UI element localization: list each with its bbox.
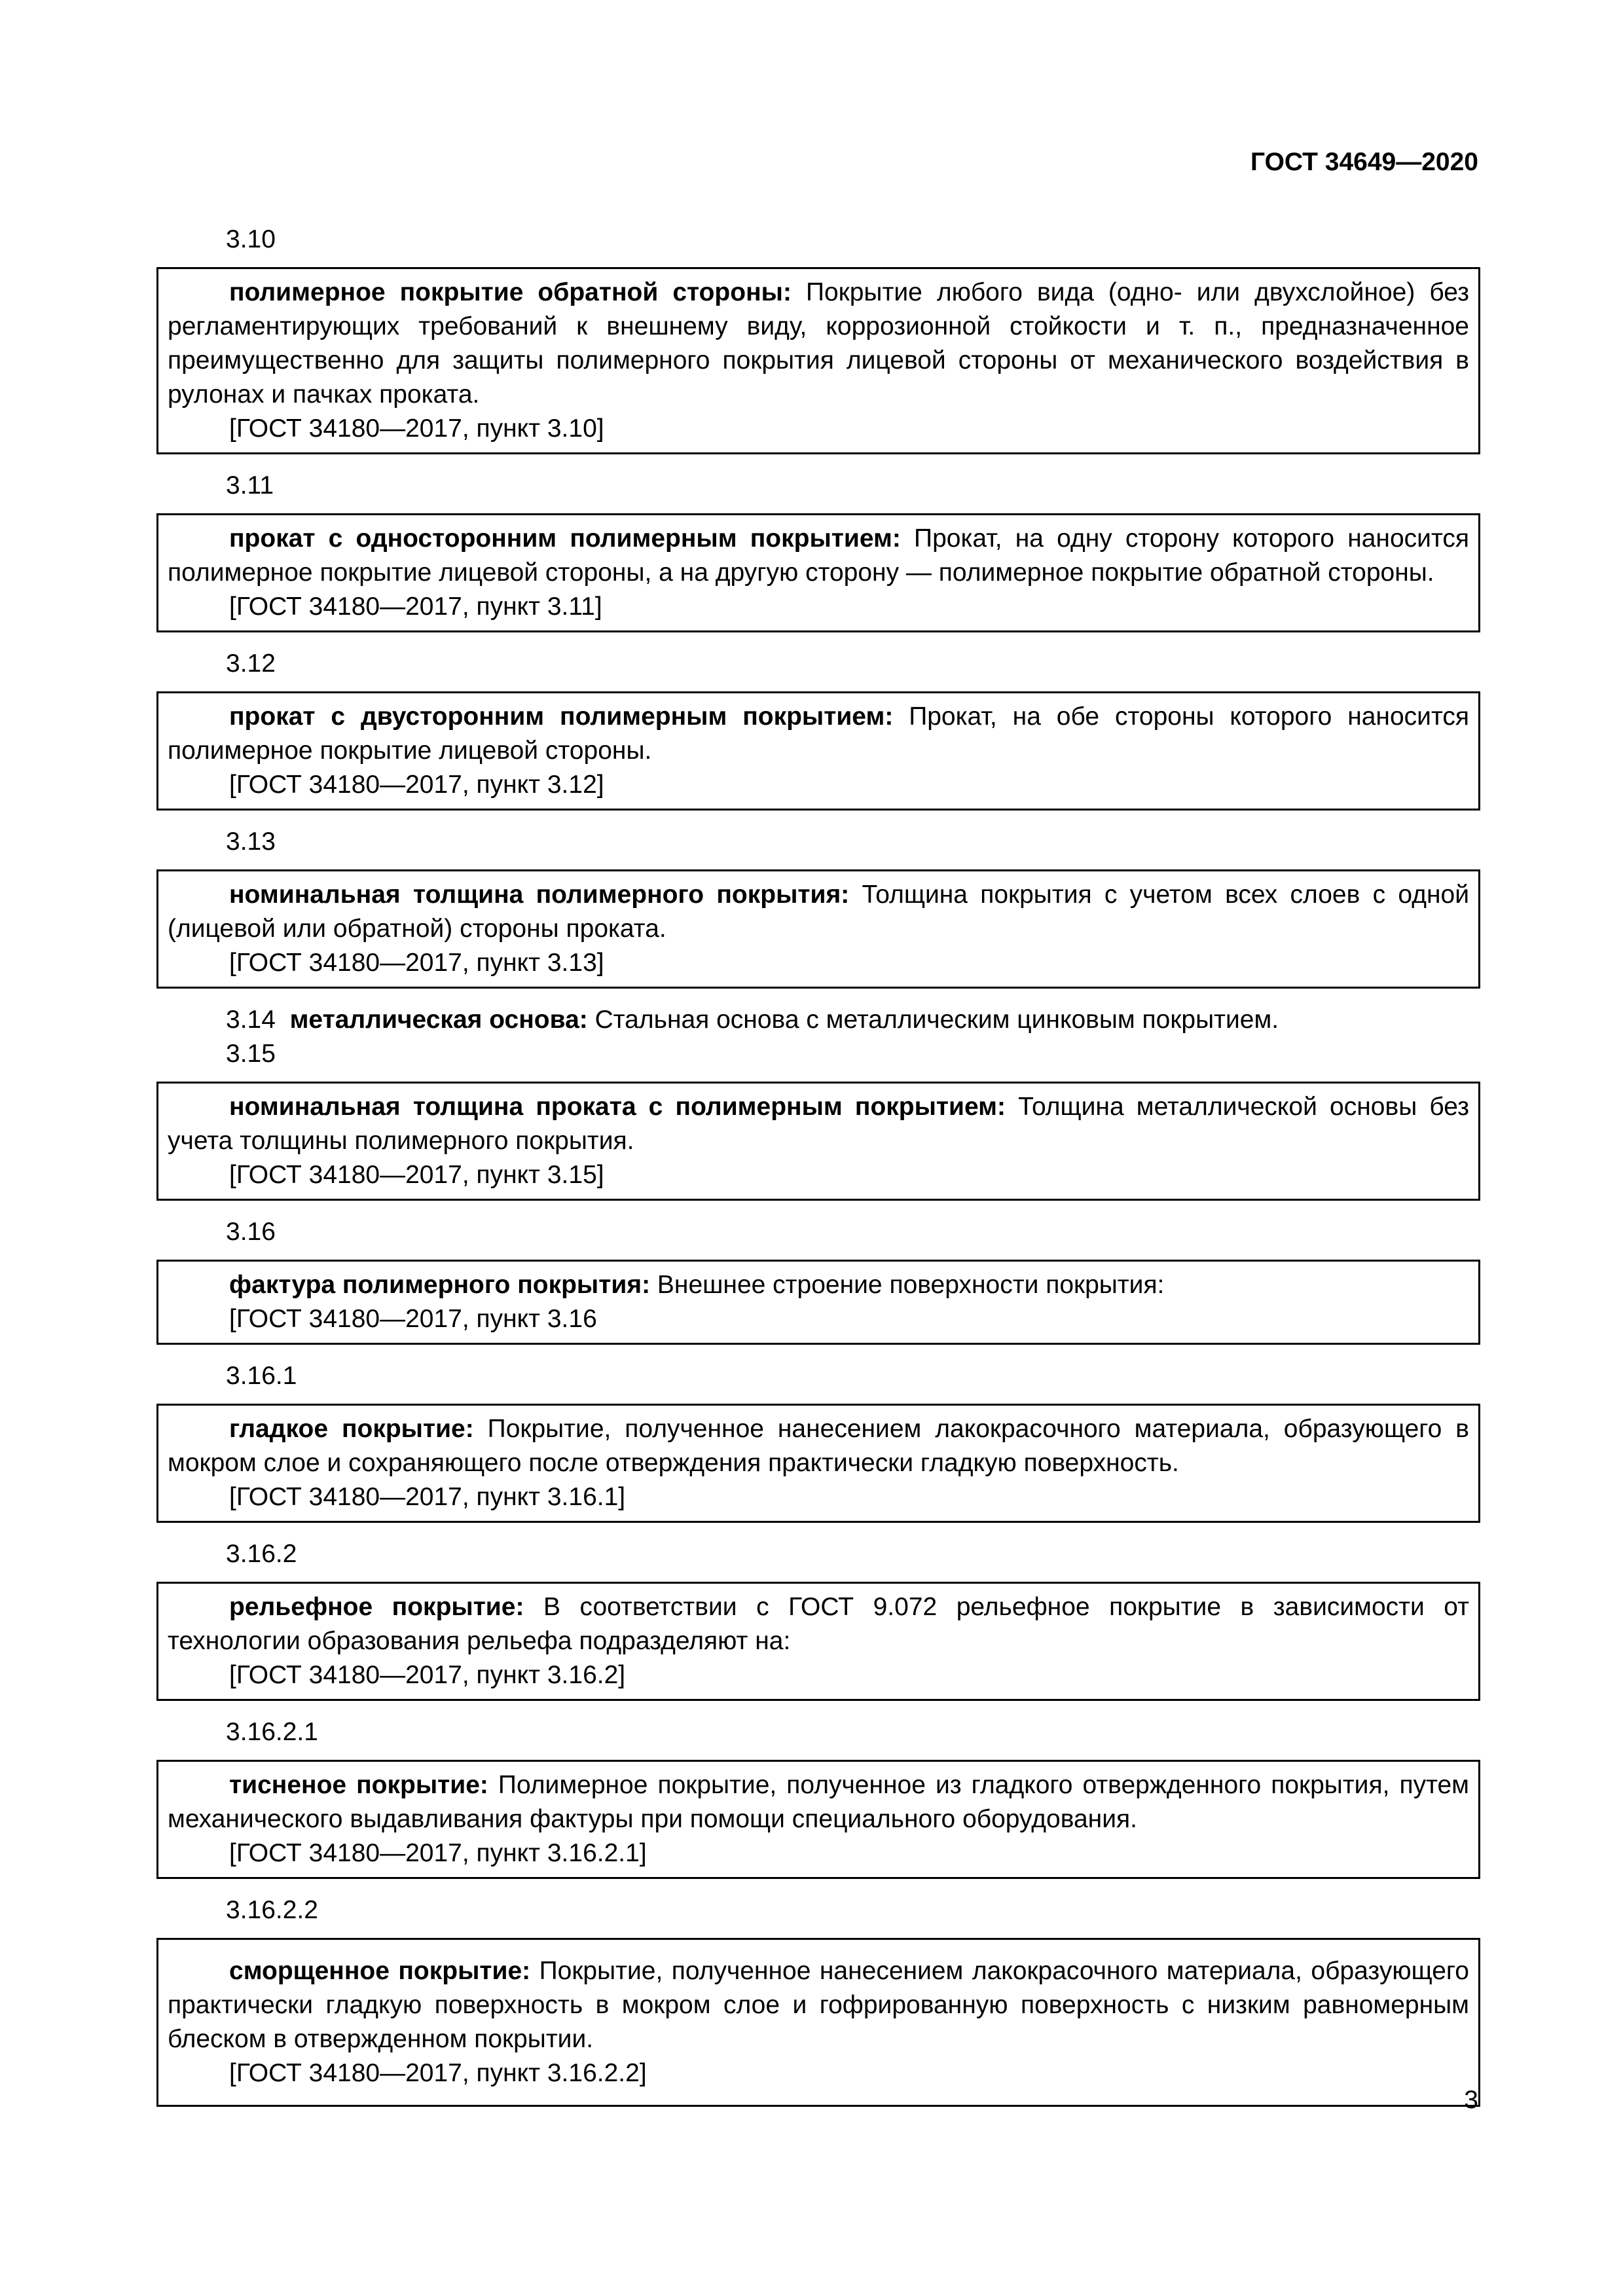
definition-text (168, 276, 1469, 412)
definition: Покрытие, полученное нанесением лакокрасочного материала, образующего практически гладкую поверхность в мокром слое и гофрированную поверхность с низким равномерным блеском в отвержденном покрытии. (168, 1957, 1469, 2053)
definition: Внешнее строение поверхности покрытия: (650, 1271, 1165, 1299)
term: тисненое покрытие: (229, 1771, 488, 1799)
definition: Толщина покрытия с учетом всех слоев с одной (лицевой или обратной) стороны проката. (168, 881, 1469, 943)
definition-box (156, 1582, 1480, 1701)
entry-number: 3.12 (226, 649, 276, 678)
definition: Покрытие, полученное нанесением лакокрасочного материала, образующего в мокром слое и сохраняющего после отверждения практически гладкую поверхность. (168, 1415, 1469, 1477)
source-reference: [ГОСТ 34180—2017, пункт 3.12] (229, 771, 604, 799)
term: рельефное покрытие: (229, 1593, 524, 1621)
entry-number: 3.16.2.1 (226, 1718, 318, 1746)
definition-box (156, 513, 1480, 632)
definition-box (156, 1260, 1480, 1345)
definition: Толщина металлической основы без учета толщины полимерного покрытия. (168, 1093, 1469, 1155)
entry-number: 3.10 (226, 225, 276, 253)
definition-box (156, 1760, 1480, 1879)
term: фактура полимерного покрытия: (229, 1271, 651, 1299)
page-number: 3 (1464, 2086, 1478, 2114)
document-code: ГОСТ 34649—2020 (1250, 148, 1478, 176)
definition-text (168, 1412, 1469, 1480)
entry-number: 3.16.1 (226, 1362, 297, 1390)
definition-box (156, 869, 1480, 989)
source-reference: [ГОСТ 34180—2017, пункт 3.16.2] (229, 1661, 626, 1689)
definition: Прокат, на одну сторону которого наносится полимерное покрытие лицевой стороны, а на другую сторону — полимерное покрытие обратной стороны. (168, 524, 1469, 587)
source-reference: [ГОСТ 34180—2017, пункт 3.16.2.2] (229, 2059, 647, 2087)
source-reference: [ГОСТ 34180—2017, пункт 3.16 (229, 1305, 597, 1333)
definition: Прокат, на обе стороны которого наносится полимерное покрытие лицевой стороны. (168, 702, 1469, 765)
definition-text (168, 1590, 1469, 1658)
source-reference: [ГОСТ 34180—2017, пункт 3.13] (229, 949, 604, 977)
definition-text (168, 1768, 1469, 1836)
definition: Покрытие любого вида (одно- или двухслойное) без регламентирующих требований к внешнему виду, коррозионной стойкости и т. п., предназначенное преимущественно для защиты полимерного покрытия лицевой стороны от механического воздействия в рулонах и пачках проката. (168, 278, 1469, 409)
definition-text (168, 878, 1469, 946)
definition: Полимерное покрытие, полученное из гладкого отвержденного покрытия, путем механического выдавливания фактуры при помощи специального оборудования. (168, 1771, 1469, 1833)
definition-box (156, 1082, 1480, 1201)
source-reference: [ГОСТ 34180—2017, пункт 3.11] (229, 592, 602, 621)
entry-number: 3.16 (226, 1218, 276, 1246)
terms-section (156, 223, 1480, 2107)
definition-box (156, 267, 1480, 454)
term: полимерное покрытие обратной стороны: (229, 278, 792, 306)
entry-number: 3.11 (226, 471, 274, 500)
definition: Стальная основа с металлическим цинковым покрытием. (587, 1006, 1279, 1034)
term: номинальная толщина проката с полимерным покрытием: (229, 1093, 1006, 1121)
term: прокат с двусторонним полимерным покрытием: (229, 702, 894, 731)
definition-box (156, 1404, 1480, 1523)
term: сморщенное покрытие: (229, 1957, 531, 1985)
definition-text (168, 522, 1469, 590)
term: номинальная толщина полимерного покрытия: (229, 881, 850, 909)
definition-box (156, 1938, 1480, 2107)
definition-text (168, 1090, 1469, 1158)
source-reference: [ГОСТ 34180—2017, пункт 3.10] (229, 414, 604, 443)
entry-number: 3.16.2.2 (226, 1896, 318, 1924)
definition-text (168, 1268, 1469, 1302)
entry-number: 3.13 (226, 828, 276, 856)
entry-number: 3.15 (226, 1040, 276, 1068)
entry-number: 3.16.2 (226, 1540, 297, 1568)
definition-text (168, 1954, 1469, 2056)
definition-text (168, 700, 1469, 768)
source-reference: [ГОСТ 34180—2017, пункт 3.16.1] (229, 1483, 626, 1511)
term: металлическая основа: (289, 1006, 588, 1034)
definition-box (156, 691, 1480, 811)
source-reference: [ГОСТ 34180—2017, пункт 3.15] (229, 1161, 604, 1189)
source-reference: [ГОСТ 34180—2017, пункт 3.16.2.1] (229, 1839, 647, 1867)
plain-definition (156, 1003, 1480, 1037)
term: прокат с односторонним полимерным покрытием: (229, 524, 901, 553)
entry-number: 3.14 (226, 1006, 276, 1034)
definition: В соответствии с ГОСТ 9.072 рельефное покрытие в зависимости от технологии образования рельефа подразделяют на: (168, 1593, 1470, 1655)
term: гладкое покрытие: (229, 1415, 474, 1443)
